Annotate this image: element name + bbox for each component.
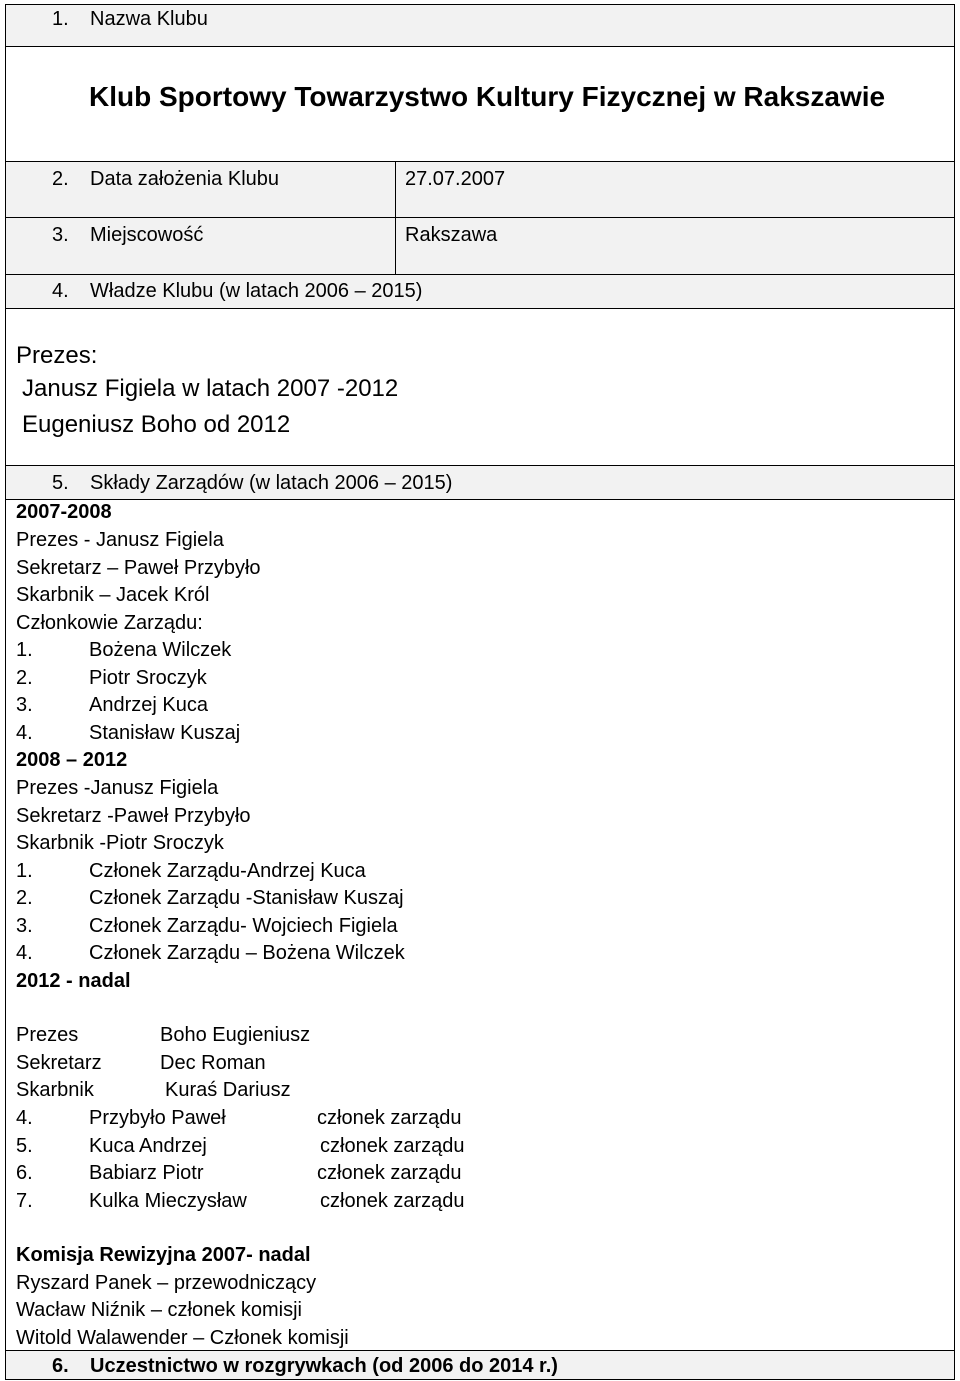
- role-person: Kuraś Dariusz: [165, 1079, 291, 1101]
- list-item: Członek Zarządu -Stanisław Kuszaj: [89, 887, 404, 909]
- list-number: 3.: [16, 694, 33, 716]
- period-1-heading: 2007-2008: [16, 501, 112, 523]
- president-line-1: Janusz Figiela w latach 2007 -2012: [22, 375, 399, 402]
- role-label: Sekretarz: [16, 1052, 102, 1074]
- section-4-number: 4.: [52, 280, 69, 302]
- list-number: 1.: [16, 639, 33, 661]
- section-4-label: Władze Klubu (w latach 2006 – 2015): [90, 280, 423, 302]
- list-item: Piotr Sroczyk: [89, 667, 207, 689]
- list-number: 2.: [16, 887, 33, 909]
- section-5-number: 5.: [52, 472, 69, 494]
- role-person: Boho Eugieniusz: [160, 1024, 311, 1046]
- section-2-number: 2.: [52, 168, 69, 190]
- list-item: Członek Zarządu- Wojciech Figiela: [89, 915, 398, 937]
- member-role: członek zarządu: [320, 1135, 465, 1157]
- member-role: członek zarządu: [317, 1107, 462, 1129]
- period-1-role: Sekretarz – Paweł Przybyło: [16, 557, 261, 579]
- president-line-2: Eugeniusz Boho od 2012: [22, 411, 291, 438]
- period-1-role: Członkowie Zarządu:: [16, 612, 203, 634]
- role-person: Dec Roman: [160, 1052, 266, 1074]
- section-2-label: Data założenia Klubu: [90, 168, 280, 190]
- audit-committee-member: Wacław Niźnik – członek komisji: [16, 1299, 302, 1321]
- role-label: Prezes: [16, 1024, 79, 1046]
- audit-committee-member: Ryszard Panek – przewodniczący: [16, 1272, 317, 1294]
- member-name: Kulka Mieczysław: [89, 1190, 247, 1212]
- member-name: Przybyło Paweł: [89, 1107, 226, 1129]
- list-item: Członek Zarządu – Bożena Wilczek: [89, 942, 405, 964]
- list-item: Andrzej Kuca: [89, 694, 208, 716]
- list-number: 4.: [16, 722, 33, 744]
- list-number: 1.: [16, 860, 33, 882]
- list-number: 3.: [16, 915, 33, 937]
- list-number: 4.: [16, 1107, 33, 1129]
- section-3-label: Miejscowość: [90, 224, 204, 246]
- member-role: członek zarządu: [320, 1190, 465, 1212]
- member-role: członek zarządu: [317, 1162, 462, 1184]
- section-1-number: 1.: [52, 8, 69, 30]
- value-column-divider: [395, 161, 396, 275]
- president-heading: Prezes:: [16, 342, 98, 369]
- period-2-heading: 2008 – 2012: [16, 749, 128, 771]
- list-number: 6.: [16, 1162, 33, 1184]
- role-label: Skarbnik: [16, 1079, 94, 1101]
- section-1-label: Nazwa Klubu: [90, 8, 208, 30]
- list-item: Bożena Wilczek: [89, 639, 232, 661]
- section-3-number: 3.: [52, 224, 69, 246]
- period-2-role: Prezes -Janusz Figiela: [16, 777, 219, 799]
- period-1-role: Prezes - Janusz Figiela: [16, 529, 224, 551]
- list-number: 5.: [16, 1135, 33, 1157]
- audit-committee-member: Witold Walawender – Członek komisji: [16, 1327, 349, 1349]
- list-item: Stanisław Kuszaj: [89, 722, 241, 744]
- founding-date-value: 27.07.2007: [405, 168, 506, 190]
- period-1-role: Skarbnik – Jacek Król: [16, 584, 210, 606]
- location-value: Rakszawa: [405, 224, 498, 246]
- section-6-number: 6.: [52, 1355, 69, 1377]
- period-2-role: Skarbnik -Piotr Sroczyk: [16, 832, 224, 854]
- list-item: Członek Zarządu-Andrzej Kuca: [89, 860, 366, 882]
- list-number: 2.: [16, 667, 33, 689]
- club-name: Klub Sportowy Towarzystwo Kultury Fizycznej w Rakszawie: [89, 81, 886, 112]
- member-name: Babiarz Piotr: [89, 1162, 204, 1184]
- period-2-role: Sekretarz -Paweł Przybyło: [16, 805, 251, 827]
- list-number: 4.: [16, 942, 33, 964]
- member-name: Kuca Andrzej: [89, 1135, 207, 1157]
- section-5-label: Składy Zarządów (w latach 2006 – 2015): [90, 472, 453, 494]
- list-number: 7.: [16, 1190, 33, 1212]
- audit-committee-heading: Komisja Rewizyjna 2007- nadal: [16, 1244, 311, 1266]
- period-3-heading: 2012 - nadal: [16, 970, 131, 992]
- section-6-label: Uczestnictwo w rozgrywkach (od 2006 do 2014 r.): [90, 1355, 558, 1377]
